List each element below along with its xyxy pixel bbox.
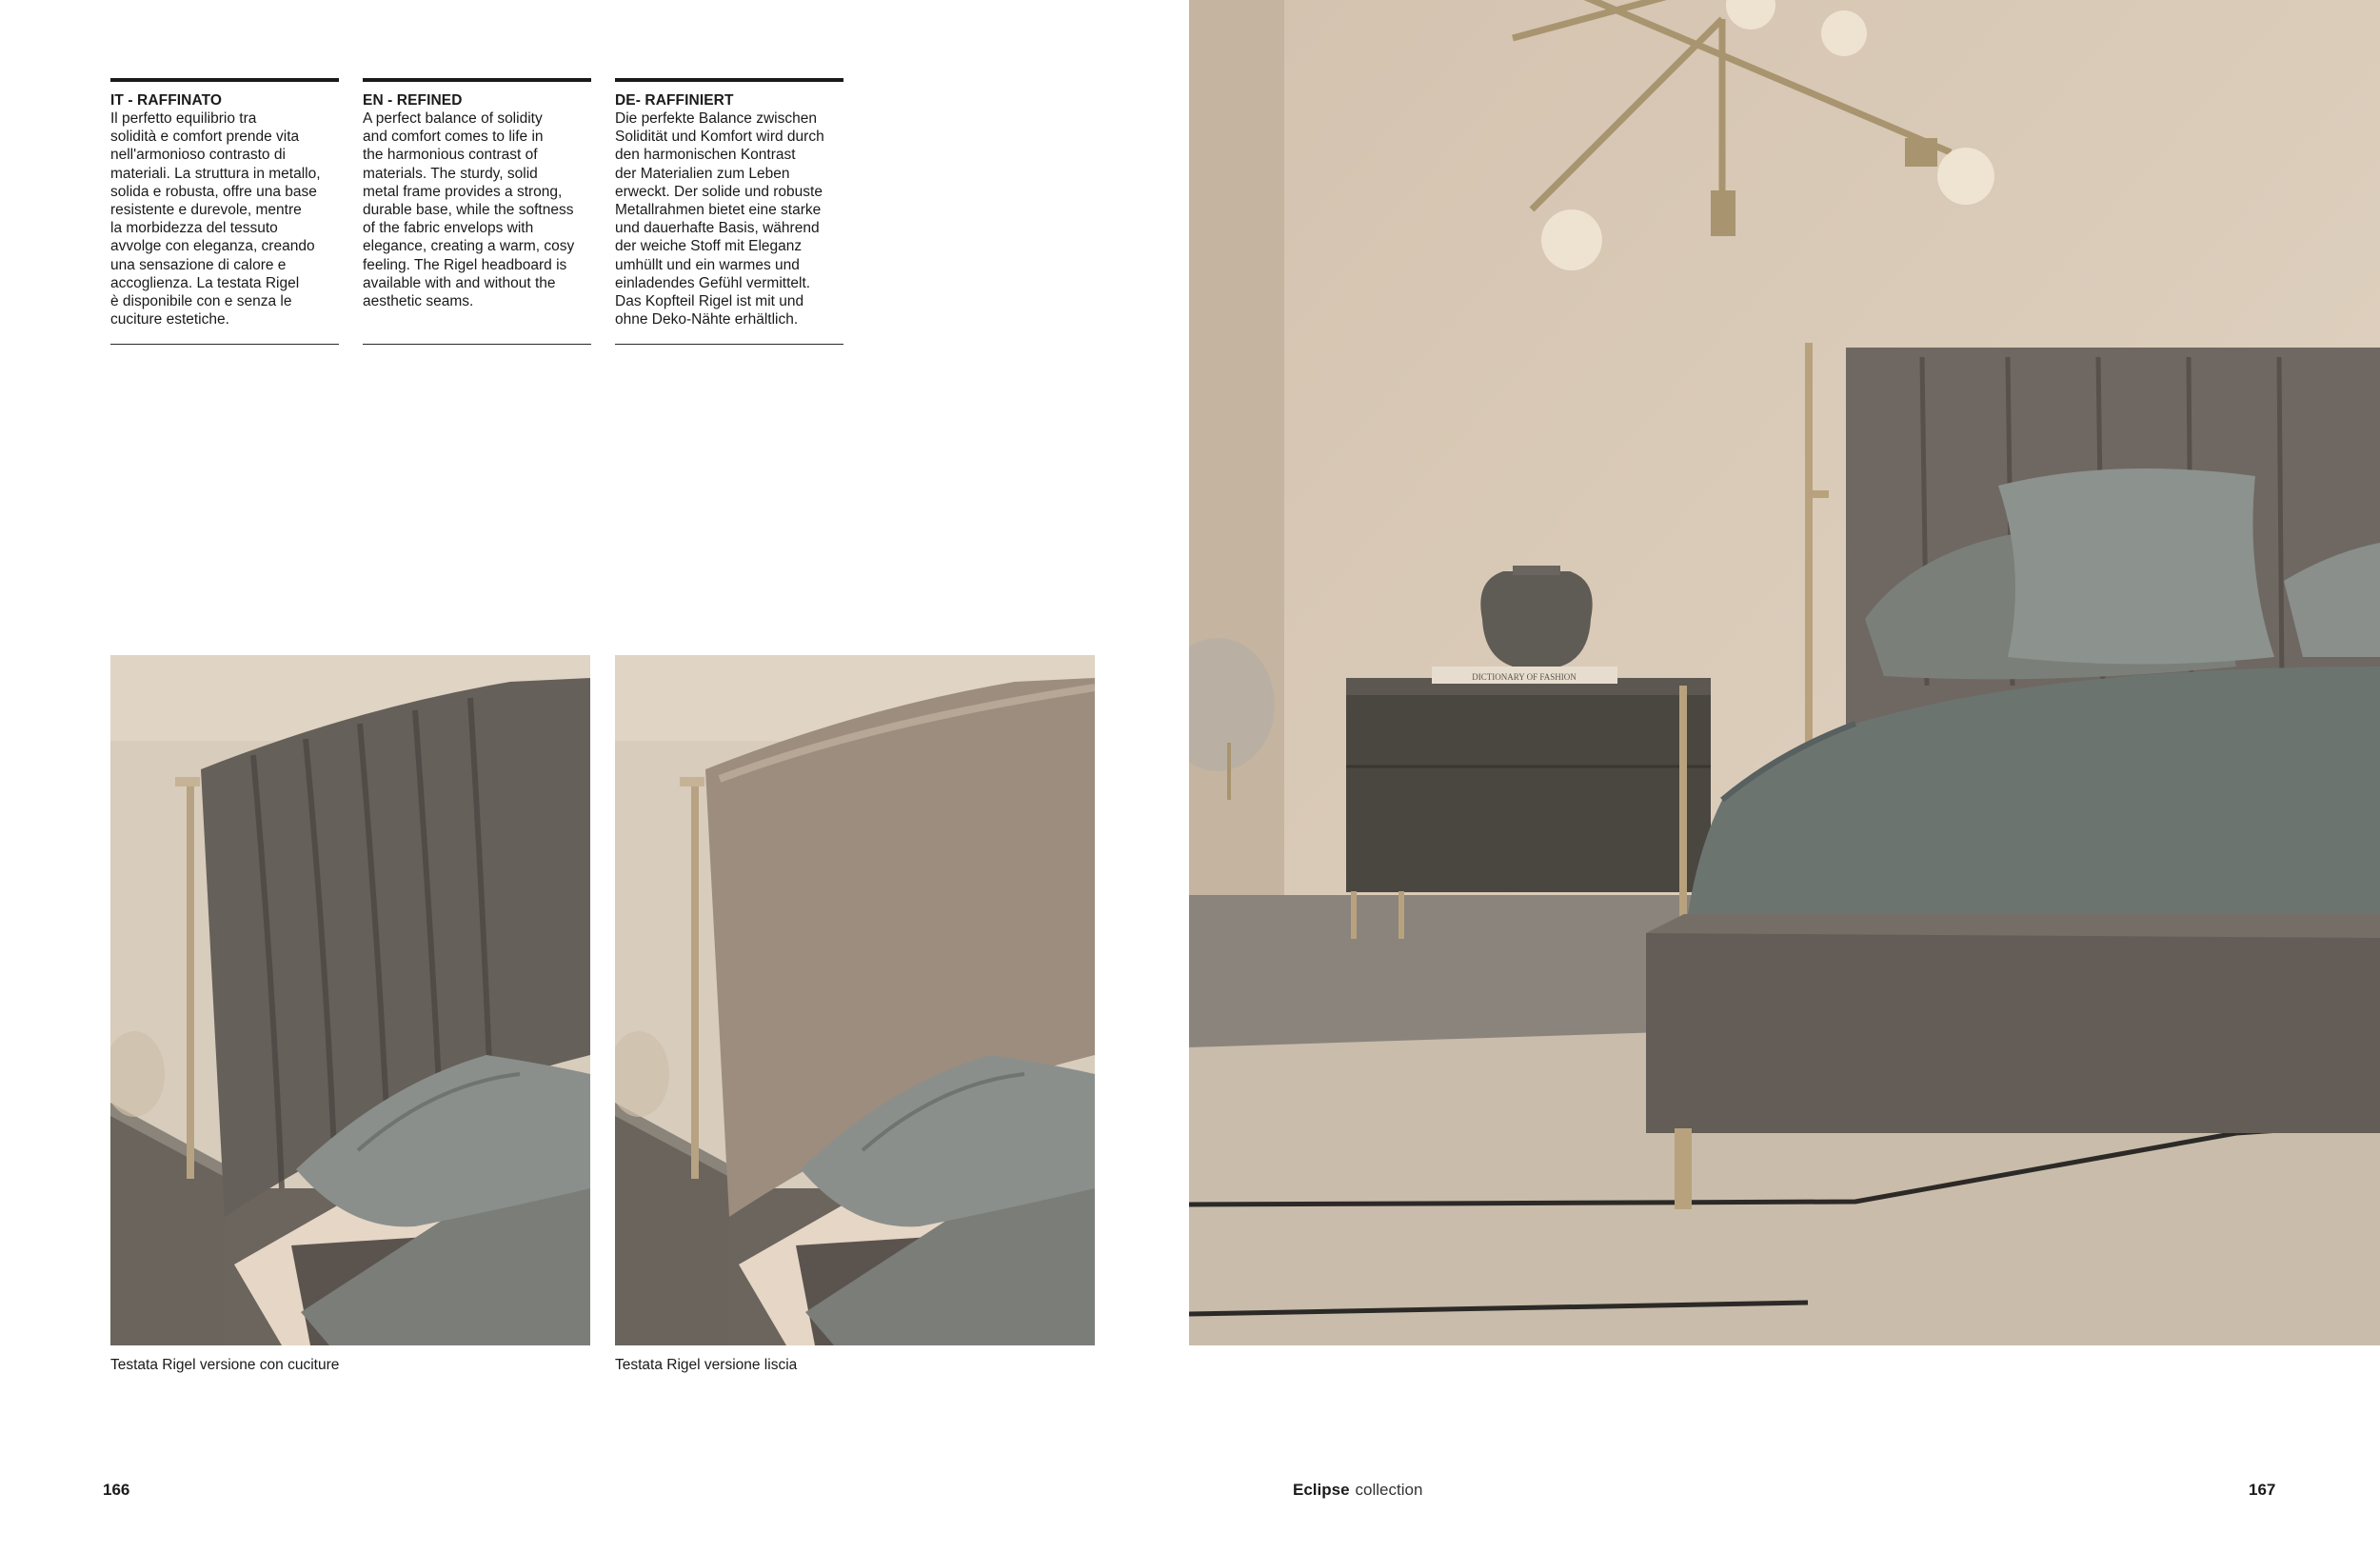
intro-body-de: Die perfekte Balance zwischen Solidität und Komfort wird durch den harmonischen Kontrast der Materialien zum Leben erweckt. Der solide und robuste Metallrahmen bietet eine starke und dauerhafte Basis, während der weiche Stoff mit Eleganz umhüllt und ein warmes und einladendes Gefühl vermittelt. Das Kopfteil Rigel ist mit und ohne Deko-Nähte erhältlich. [615, 110, 824, 329]
collection-brand [1293, 1481, 1422, 1500]
intro-column-de [615, 78, 843, 345]
intro-heading-de: DE- RAFFINIERT [615, 92, 734, 109]
intro-heading-en: EN - REFINED [363, 92, 463, 109]
page-number-right: 167 [2249, 1481, 2276, 1499]
intro-body-it: Il perfetto equilibrio tra solidità e comfort prende vita nell'armonioso contrasto di materiali. La struttura in metallo, solida e robusta, offre una base resistente e durevole, mentre la morbidezza del tessuto avvolge con eleganza, creando una sensazione di calore e accoglienza. La testata Rigel è disponibile con e senza le cuciture estetiche. [110, 110, 321, 329]
intro-column-it [110, 78, 339, 345]
brand-subtitle: collection [1355, 1481, 1423, 1499]
photo-bedroom-scene [1189, 0, 2380, 1345]
intro-heading-it: IT - RAFFINATO [110, 92, 223, 109]
photo-headboard-smooth [615, 655, 1095, 1345]
caption-headboard-smooth: Testata Rigel versione liscia [615, 1357, 798, 1373]
photo-headboard-with-seams [110, 655, 590, 1345]
intro-body-en: A perfect balance of solidity and comfort comes to life in the harmonious contrast of materials. The sturdy, solid metal frame provides a strong, durable base, while the softness of the fabric envelops with elegance, creating a warm, cosy feeling. The Rigel headboard is available with and without the aesthetic seams. [363, 110, 575, 310]
intro-column-en [363, 78, 591, 345]
page-number-left: 166 [103, 1481, 130, 1499]
caption-headboard-with-seams: Testata Rigel versione con cuciture [110, 1357, 340, 1373]
brand-name: Eclipse [1293, 1481, 1350, 1499]
book-title: DICTIONARY OF FASHION [1472, 672, 1577, 682]
